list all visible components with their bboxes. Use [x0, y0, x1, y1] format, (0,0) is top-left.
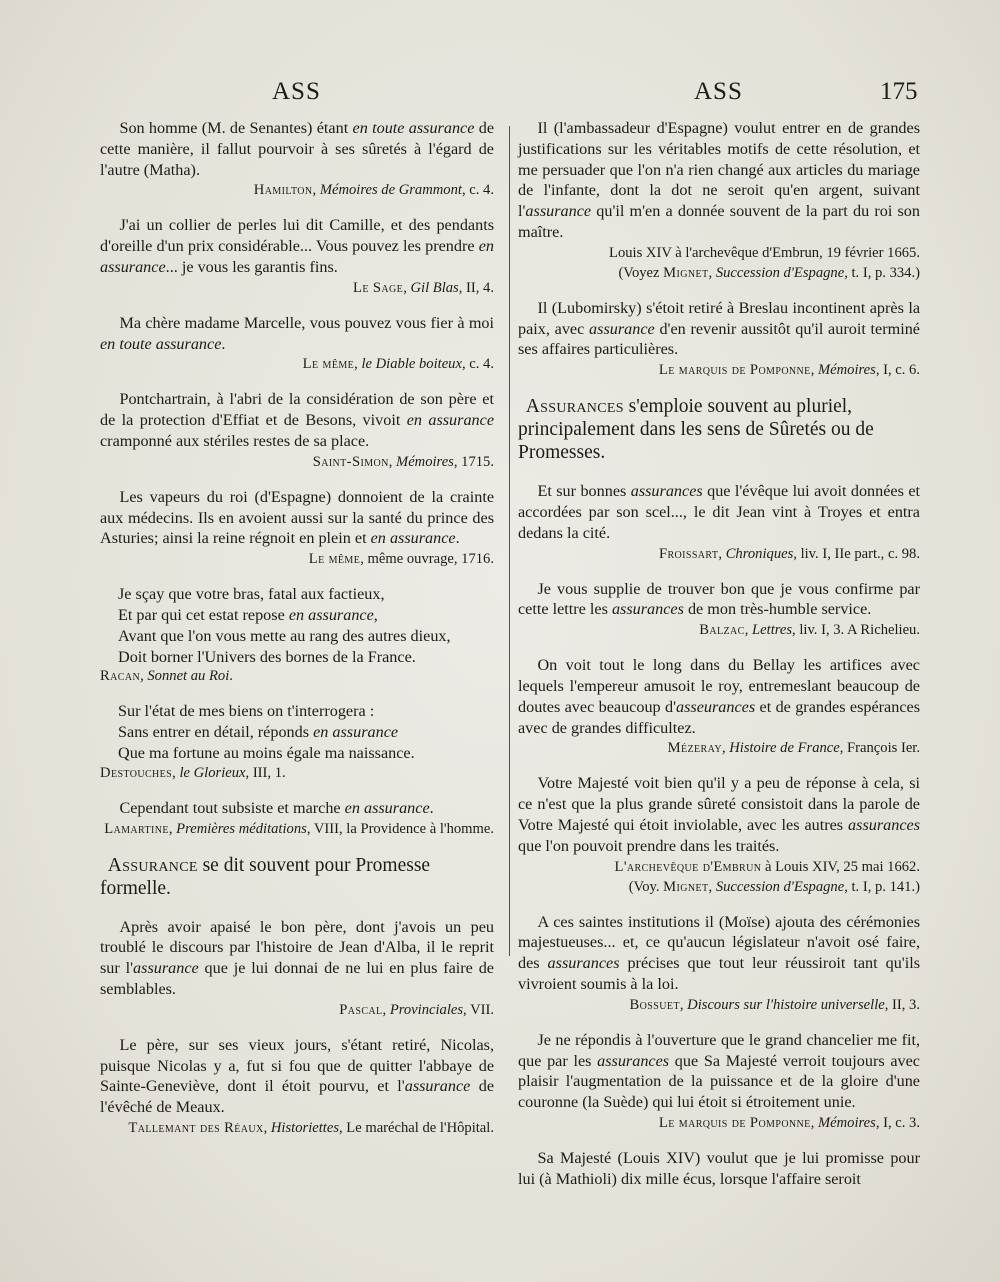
verse-line: Avant que l'on vous mette au rang des autres dieux, — [118, 626, 451, 645]
quotation-entry — [518, 481, 920, 563]
quotation-text: Votre Majesté voit bien qu'il y a peu de réponse à cela, si ce n'est que la plus grande sûreté consistoit dans la parole de Votre Majesté qui étoit inviolable, avec les autres assurances que l'on pouvoit prendre dans les traités. — [518, 774, 920, 855]
citation: Le marquis de Pomponne, Mémoires, I, c. 6. — [658, 362, 920, 379]
citation: (Voyez Mignet, Succession d'Espagne, t. I, p. 334.) — [618, 264, 920, 281]
citation: Froissart, Chroniques, liv. I, IIe part., c. 98. — [658, 545, 920, 562]
citation: Tallemant des Réaux, Historiettes, Le maréchal de l'Hôpital. — [128, 1119, 494, 1136]
quotation-entry — [100, 798, 494, 839]
verse-line: Et par qui cet estat repose en assurance, — [118, 605, 378, 624]
quotation-entry — [100, 389, 494, 471]
quotation-text: Son homme (M. de Senantes) étant en toute assurance de cette manière, il fallut pourvoir à ses sûretés à l'égard de l'autre (Matha). — [100, 119, 495, 179]
quotation-text: Pontchartrain, à l'abri de la considération de son père et de la protection d'Effiat et de Besons, vivoit en assurance cramponné aux stériles restes de sa place. — [100, 390, 494, 450]
quotation-entry — [100, 313, 494, 375]
citation: Mézeray, Histoire de France, François Ier. — [667, 740, 920, 757]
quotation-entry — [518, 579, 920, 641]
citation: Saint-Simon, Mémoires, 1715. — [312, 453, 494, 470]
quotation-text: Cependant tout subsiste et marche en assurance. — [119, 798, 434, 817]
citation: Destouches, le Glorieux, III, 1. — [100, 764, 286, 781]
left-column — [100, 118, 494, 1153]
quotation-text: Il (l'ambassadeur d'Espagne) voulut entrer en de grandes justifications sur les véritables motifs de cette résolution, et me persuader que l'on n'a rien changé aux articles du mariage de l'infante, dont la dot ne seroit qu'en argent, suivant l'assurance qu'il m'en a donnée souvent de la part du roi son maître. — [518, 119, 920, 241]
verse-line: Sans entrer en détail, réponds en assurance — [118, 723, 399, 742]
sense-heading: Assurance se dit souvent pour Promesse formelle. — [100, 854, 431, 899]
right-column — [518, 118, 920, 1205]
verse-line: Je sçay que votre bras, fatal aux factieux, — [118, 585, 385, 604]
citation: L'archevêque d'Embrun à Louis XIV, 25 mai 1662. — [614, 858, 920, 875]
citation: Le même, même ouvrage, 1716. — [308, 551, 494, 568]
quotation-entry — [518, 912, 920, 1015]
quotation-entry — [518, 1148, 920, 1190]
quotation-text: A ces saintes institutions il (Moïse) ajouta des cérémonies majestueuses... et, ce qu'aucun législateur n'avoit osé faire, des assurances précises que tout leur réussiroit tant qu'ils vivroient soumis à la loi. — [518, 912, 920, 993]
quotation-text: Il (Lubomirsky) s'étoit retiré à Breslau incontinent après la paix, avec assurance d'en revenir aussitôt qu'il auroit terminé ses affaires particulières. — [518, 298, 920, 359]
quotation-text: Le père, sur ses vieux jours, s'étant retiré, Nicolas, puisque Nicolas y a, fut si fou que de quitter l'abbaye de Sainte-Geneviève, dont il étoit pourvu, et l'assurance de l'évêché de Meaux. — [100, 1035, 494, 1117]
verse-entry — [100, 584, 494, 686]
quotation-text: Les vapeurs du roi (d'Espagne) donnoient de la crainte aux médecins. Ils en avoient aussi sur la santé du prince des Asturies; ainsi la reine régnoit en plein et en assurance. — [100, 487, 494, 548]
column-divider — [509, 126, 510, 956]
citation: Louis XIV à l'archevêque d'Embrun, 19 février 1665. — [609, 244, 920, 261]
quotation-entry — [518, 298, 920, 380]
quotation-text: Ma chère madame Marcelle, vous pouvez vous fier à moi en toute assurance. — [100, 313, 494, 353]
quotation-text: Je vous supplie de trouver bon que je vous confirme par cette lettre les assurances de mon très-humble service. — [518, 579, 920, 619]
citation: Pascal, Provinciales, VII. — [339, 1001, 494, 1018]
verse-entry — [100, 701, 494, 782]
sense-heading: Assurances s'emploie souvent au pluriel, principalement dans les sens de Sûretés ou de Promesses. — [518, 396, 874, 464]
citation: (Voy. Mignet, Succession d'Espagne, t. I, p. 141.) — [628, 878, 920, 895]
quotation-entry — [100, 1035, 494, 1138]
citation: Hamilton, Mémoires de Grammont, c. 4. — [253, 182, 494, 199]
citation: Balzac, Lettres, liv. I, 3. A Richelieu. — [699, 622, 920, 639]
quotation-text: Sa Majesté (Louis XIV) voulut que je lui promisse pour lui (à Mathioli) dix mille écus, lorsque l'affaire seroit — [518, 1148, 920, 1188]
quotation-entry — [518, 1030, 920, 1133]
verse-line: Doit borner l'Univers des bornes de la France. — [118, 647, 416, 666]
page-number: 175 — [880, 78, 918, 105]
citation: Le marquis de Pomponne, Mémoires, I, c. 3. — [658, 1114, 920, 1131]
running-head-right: ASS — [694, 78, 743, 105]
citation: Le Sage, Gil Blas, II, 4. — [353, 279, 494, 296]
quotation-text: J'ai un collier de perles lui dit Camille, et des pendants d'oreille d'un prix considérable... Vous pouvez les prendre en assurance... je vous les garantis fins. — [100, 216, 494, 276]
citation: Le même, le Diable boiteux, c. 4. — [302, 356, 494, 373]
citation: Lamartine, Premières méditations, VIII, la Providence à l'homme. — [104, 820, 494, 837]
citation: Bossuet, Discours sur l'histoire universelle, II, 3. — [629, 996, 920, 1013]
quotation-text: Et sur bonnes assurances que l'évêque lui avoit données et accordées par son scel..., le dit Jean vint à Troyes et entra dedans la cité. — [518, 482, 921, 542]
quotation-entry — [518, 655, 920, 758]
quotation-entry — [100, 487, 494, 569]
quotation-entry — [100, 118, 494, 200]
quotation-text: Je ne répondis à l'ouverture que le grand chancelier me fit, que par les assurances que Sa Majesté verroit toujours avec plaisir l'augmentation de la puissance et de la gloire d'une couronne (la Suède) qui lui étoit si étroitement unie. — [518, 1030, 920, 1112]
running-head-left: ASS — [272, 78, 321, 105]
quotation-entry — [100, 917, 494, 1020]
quotation-entry — [100, 215, 494, 297]
quotation-entry — [518, 118, 920, 283]
citation: Racan, Sonnet au Roi. — [100, 668, 233, 685]
verse-line: Sur l'état de mes biens on t'interrogera : — [118, 702, 375, 721]
quotation-text: Après avoir apaisé le bon père, dont j'avois un peu troublé le discours par l'histoire de Jean d'Alba, il le reprit sur l'assurance que je lui donnai de ne lui en plus faire de semblables. — [100, 917, 494, 998]
verse-line: Que ma fortune au moins égale ma naissance. — [118, 743, 415, 762]
quotation-entry — [518, 773, 920, 896]
quotation-text: On voit tout le long dans du Bellay les artifices avec lequels l'empereur amusoit le roy, entremeslant beaucoup de doutes avec beaucoup d'asseurances et de grandes espérances avec de grandes difficultez. — [518, 656, 921, 737]
